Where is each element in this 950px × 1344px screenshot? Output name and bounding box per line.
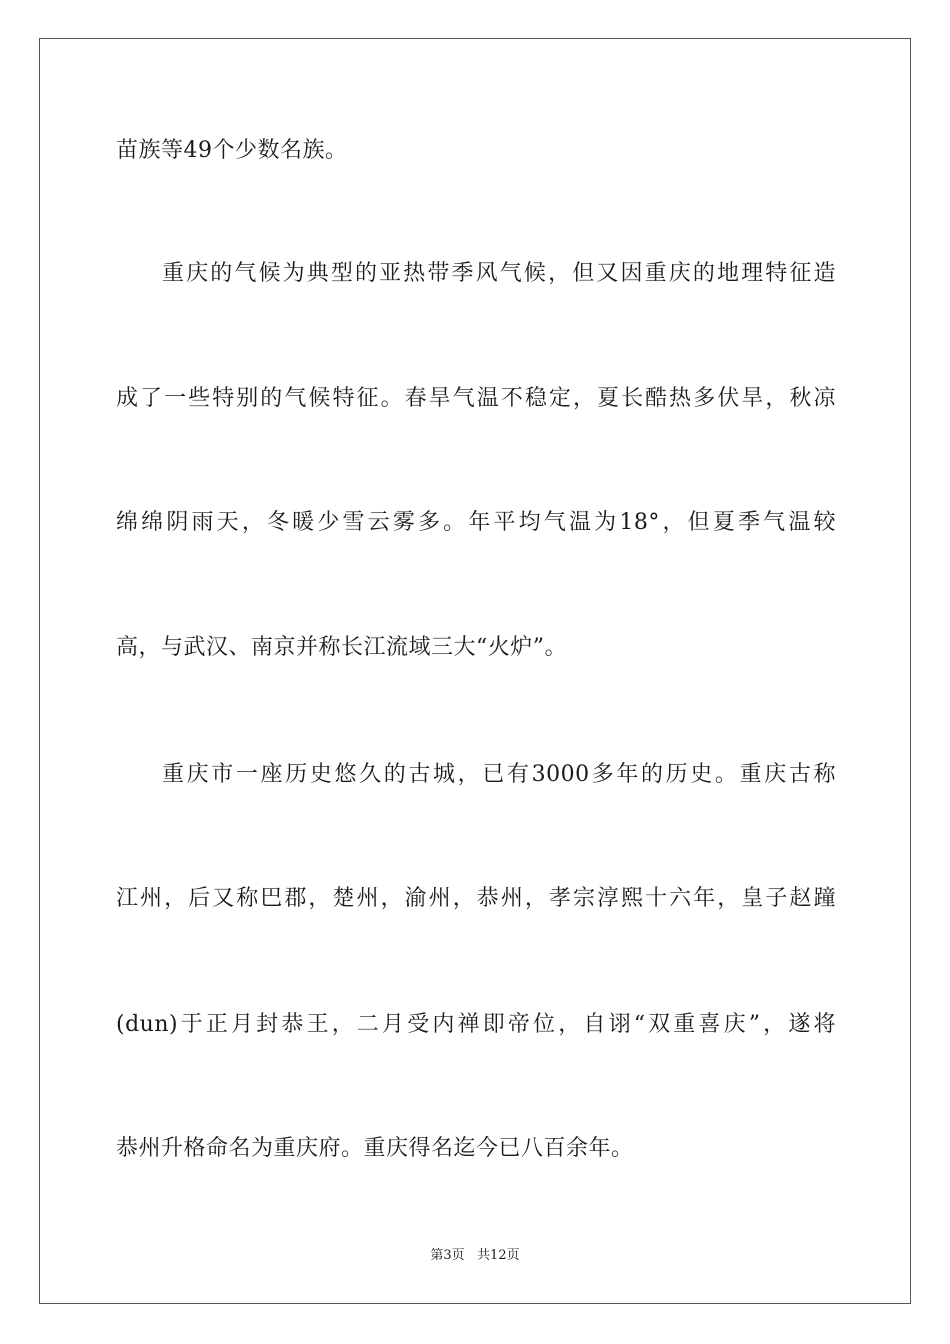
text-line-3: 成了一些特别的气候特征。春旱气温不稳定，夏长酷热多伏旱，秋凉 bbox=[116, 386, 836, 411]
page-number: 第3页 共12页 bbox=[430, 1248, 520, 1263]
text-line-2: 重庆的气候为典型的亚热带季风气候，但又因重庆的地理特征造 bbox=[162, 261, 836, 286]
text-line-7: 江州，后又称巴郡，楚州，渝州，恭州，孝宗淳熙十六年，皇子赵蹱 bbox=[116, 886, 836, 911]
text-line-4: 绵绵阴雨天，冬暖少雪云雾多。年平均气温为18°，但夏季气温较 bbox=[116, 510, 836, 535]
text-line-6: 重庆市一座历史悠久的古城，已有3000多年的历史。重庆古称 bbox=[162, 762, 836, 787]
text-line-8: (dun)于正月封恭王，二月受内禅即帝位，自诩“双重喜庆”，遂将 bbox=[116, 1012, 836, 1037]
text-line-5: 高，与武汉、南京并称长江流域三大“火炉”。 bbox=[116, 635, 567, 660]
page-border bbox=[39, 38, 911, 1304]
text-line-1: 苗族等49个少数名族。 bbox=[116, 138, 348, 163]
text-line-9: 恭州升格命名为重庆府。重庆得名迄今已八百余年。 bbox=[116, 1136, 634, 1161]
